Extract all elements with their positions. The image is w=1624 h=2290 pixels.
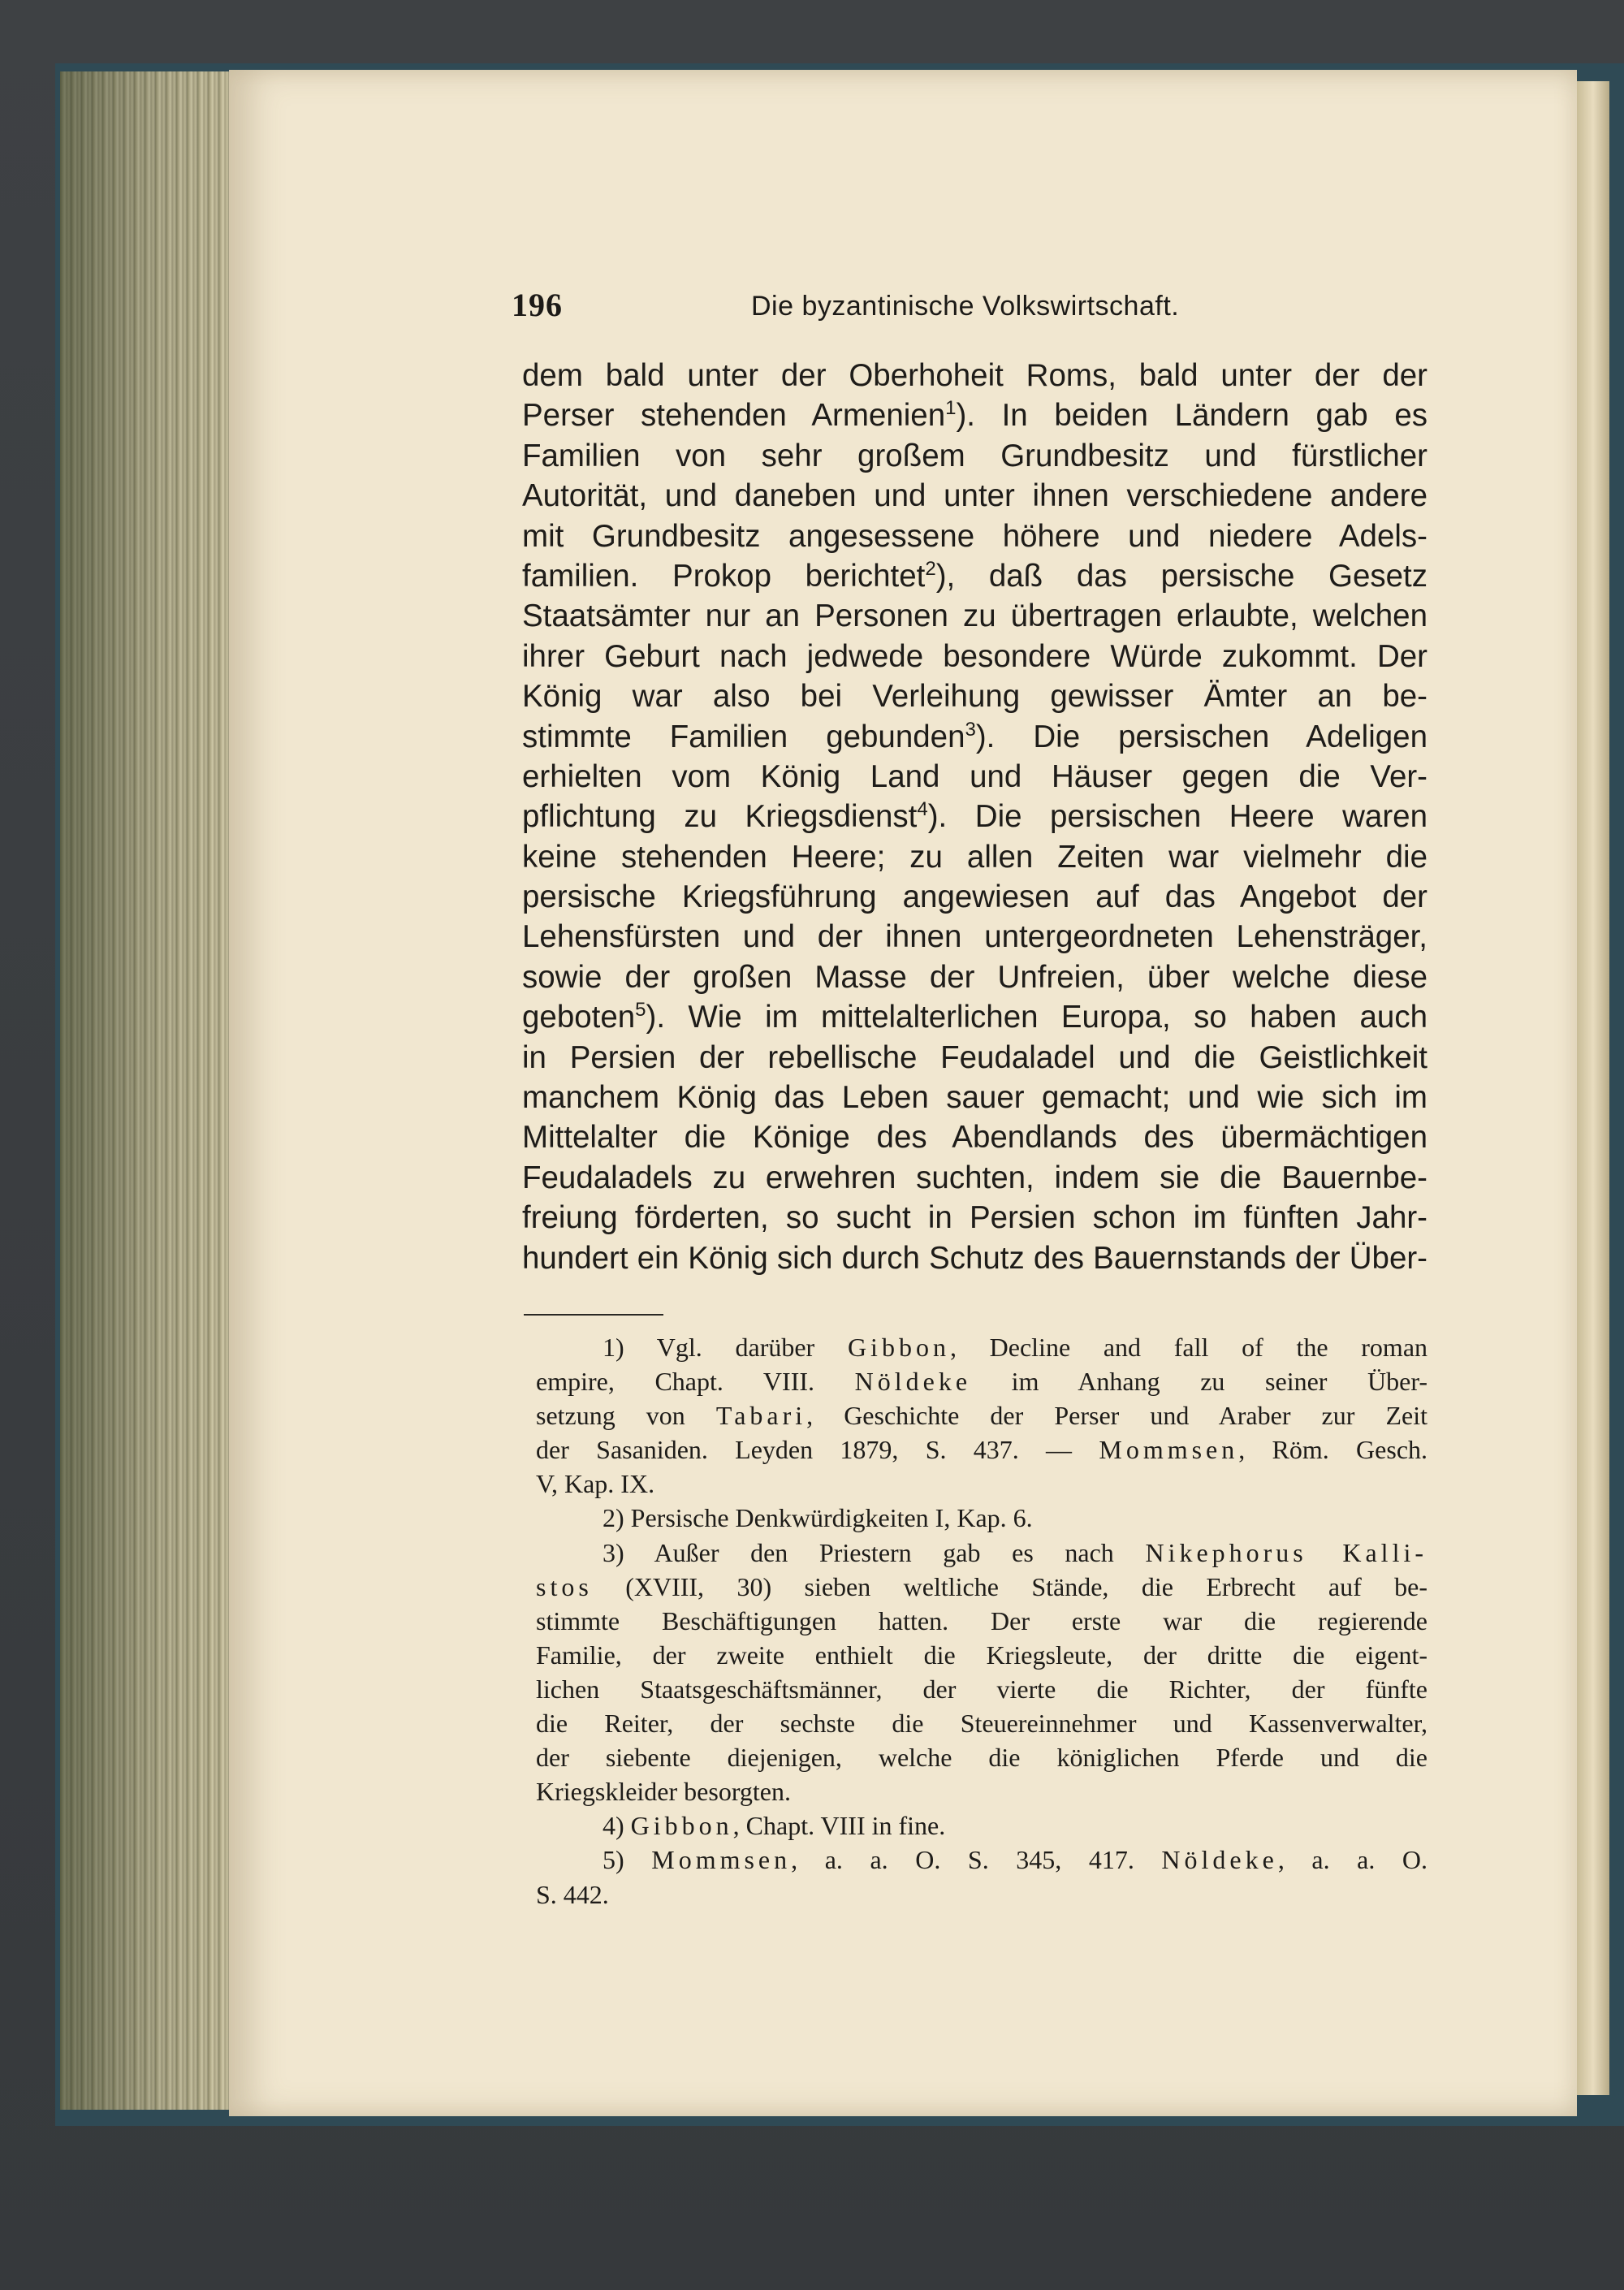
footnote-3-line: der siebente diejenigen, welche die königlichen Pferde und die bbox=[536, 1743, 1427, 1773]
page-block-shadow bbox=[60, 71, 231, 2110]
body-line: Autorität, und daneben und unter ihnen verschiedene andere bbox=[522, 478, 1427, 514]
footnotes bbox=[536, 1330, 1427, 1912]
body-text bbox=[522, 356, 1427, 1278]
body-line: sowie der großen Masse der Unfreien, über welche diese bbox=[522, 959, 1427, 995]
body-line: pflichtung zu Kriegsdienst$^4$). Die persischen Heere waren bbox=[522, 798, 1427, 835]
footnote-1-line: der Sasaniden. Leyden 1879, S. 437. — Mommsen, Röm. Gesch. bbox=[536, 1435, 1428, 1465]
footnote-3-line: stimmte Beschäftigungen hatten. Der erste war die regierende bbox=[536, 1605, 1427, 1635]
footnote-5-line: S. 442. bbox=[536, 1879, 609, 1909]
body-line: Staatsämter nur an Personen zu übertragen erlaubte, welchen bbox=[522, 598, 1427, 634]
footnote-1-line: empire, Chapt. VIII. Nöldeke im Anhang zu seiner Über- bbox=[536, 1367, 1428, 1397]
body-line: hundert ein König sich durch Schutz des Bauernstands der Über- bbox=[522, 1240, 1427, 1276]
body-line: erhielten vom König Land und Häuser gegen die Ver- bbox=[522, 758, 1427, 794]
footnote-ref: 3 bbox=[965, 718, 976, 741]
body-line: stimmte Familien gebunden$^3$). Die persischen Adeligen bbox=[522, 718, 1427, 754]
body-line: mit Grundbesitz angesessene höhere und niedere Adels- bbox=[522, 518, 1427, 554]
body-line: manchem König das Leben sauer gemacht; und wie sich im bbox=[522, 1080, 1427, 1116]
body-line: Perser stehenden Armenien$^1$). In beiden Ländern gab es bbox=[522, 397, 1427, 434]
facing-page-edge bbox=[1577, 81, 1609, 2095]
footnote-ref: 5 bbox=[635, 999, 646, 1022]
body-line: König war also bei Verleihung gewisser Ämter an be- bbox=[522, 679, 1427, 715]
body-line: freiung förderten, so sucht in Persien schon im fünften Jahr- bbox=[522, 1200, 1427, 1236]
running-title: Die byzantinische Volkswirtschaft. bbox=[751, 291, 1180, 322]
footnote-ref: 2 bbox=[925, 557, 936, 580]
body-line: Mittelalter die Könige des Abendlands des übermächtigen bbox=[522, 1120, 1427, 1156]
footnote-separator bbox=[524, 1314, 663, 1316]
footnote-3-line: lichen Staatsgeschäftsmänner, der vierte die Richter, der fünfte bbox=[536, 1674, 1427, 1704]
page-number: 196 bbox=[512, 287, 563, 323]
footnote-ref: 4 bbox=[917, 798, 928, 821]
footnote-1-line: 1) Vgl. darüber Gibbon, Decline and fall of the roman bbox=[603, 1333, 1428, 1362]
body-line: keine stehenden Heere; zu allen Zeiten war vielmehr die bbox=[522, 839, 1427, 875]
footnote-4: 4) Gibbon, Chapt. VIII in fine. bbox=[603, 1811, 946, 1841]
footnote-1-line: setzung von Tabari, Geschichte der Perser und Araber zur Zeit bbox=[536, 1401, 1428, 1431]
footnote-3-line: 3) Außer den Priestern gab es nach Nikephorus Kalli- bbox=[603, 1537, 1428, 1567]
body-line: familien. Prokop berichtet$^2$), daß das persische Gesetz bbox=[522, 557, 1427, 594]
body-line: dem bald unter der Oberhoheit Roms, bald unter der der bbox=[522, 358, 1427, 393]
footnote-3-line: Familie, der zweite enthielt die Kriegsleute, der dritte die eigent- bbox=[536, 1640, 1427, 1670]
page-header bbox=[512, 286, 1429, 335]
body-line: Lehensfürsten und der ihnen untergeordneten Lehensträger, bbox=[522, 919, 1427, 955]
body-line: persische Kriegsführung angewiesen auf das Angebot der bbox=[522, 879, 1427, 915]
footnote-5-line: 5) Mommsen, a. a. O. S. 345, 417. Nöldeke, a. a. O. bbox=[603, 1845, 1428, 1875]
body-line: geboten$^5$). Wie im mittelalterlichen Europa, so haben auch bbox=[522, 999, 1427, 1035]
footnote-3-line: Kriegskleider besorgten. bbox=[536, 1777, 791, 1807]
footnote-2: 2) Persische Denkwürdigkeiten I, Kap. 6. bbox=[603, 1503, 1033, 1533]
body-line: ihrer Geburt nach jedwede besondere Würde zukommt. Der bbox=[522, 638, 1427, 674]
footnote-3-line: die Reiter, der sechste die Steuereinnehmer und Kassenverwalter, bbox=[536, 1709, 1427, 1739]
footnote-ref: 1 bbox=[945, 397, 957, 420]
footnote-3-line: stos (XVIII, 30) sieben weltliche Stände, die Erbrecht auf be- bbox=[536, 1571, 1428, 1601]
footnote-1-line: V, Kap. IX. bbox=[536, 1469, 655, 1499]
body-line: Feudaladels zu erwehren suchten, indem sie die Bauernbe- bbox=[522, 1160, 1427, 1195]
body-line: Familien von sehr großem Grundbesitz und fürstlicher bbox=[522, 438, 1427, 473]
body-line: in Persien der rebellische Feudaladel und die Geistlichkeit bbox=[522, 1039, 1427, 1075]
